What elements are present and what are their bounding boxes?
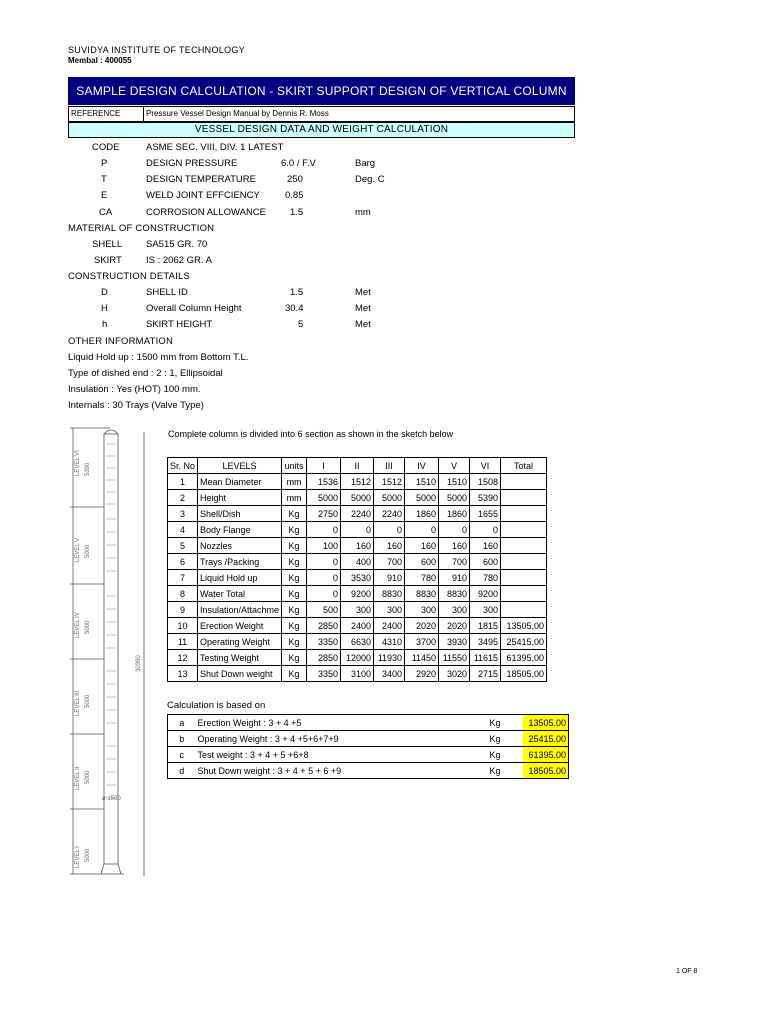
table-cell: 1510 (439, 474, 470, 490)
table-cell: 0 (405, 522, 439, 538)
table-cell: 160 (405, 538, 439, 554)
table-cell: 12 (168, 650, 198, 666)
table-cell: Trays /Packing (198, 554, 282, 570)
institute-name: SUVIDYA INSTITUTE OF TECHNOLOGY (68, 45, 245, 55)
construction-unit: Met (355, 303, 371, 314)
table-cell: Kg (282, 522, 307, 538)
table-cell: 11930 (374, 650, 405, 666)
table-cell: 1655 (470, 506, 501, 522)
other-heading: OTHER INFORMATION (68, 336, 174, 347)
table-cell: 5000 (405, 490, 439, 506)
calc-value: 13505.00 (523, 715, 569, 731)
table-cell: Testing Weight (198, 650, 282, 666)
table-cell (501, 506, 547, 522)
reference-label: REFERENCE (71, 109, 121, 118)
table-cell: 4 (168, 522, 198, 538)
table-cell: 700 (439, 554, 470, 570)
table-cell: Height (198, 490, 282, 506)
table-cell: 6 (168, 554, 198, 570)
calc-formula: Shut Down weight : 3 + 4 + 5 + 6 +9 (196, 763, 488, 779)
column-sketch (70, 424, 162, 880)
table-cell (501, 586, 547, 602)
table-cell: 160 (470, 538, 501, 554)
table-cell: 0 (307, 554, 341, 570)
table-cell: 5000 (307, 490, 341, 506)
table-cell: 2850 (307, 618, 341, 634)
design-name: DESIGN TEMPERATURE (146, 174, 256, 185)
sketch-level-dim: 5000 (85, 694, 91, 708)
table-cell: 2920 (405, 666, 439, 682)
table-row (168, 586, 547, 602)
table-cell: Kg (282, 538, 307, 554)
table-cell: 600 (405, 554, 439, 570)
table-cell (501, 602, 547, 618)
table-cell: 8830 (374, 586, 405, 602)
calc-formula: Test weight : 3 + 4 + 5 +6+8 (196, 747, 488, 763)
table-cell: 2020 (439, 618, 470, 634)
table-cell: 2020 (405, 618, 439, 634)
table-cell (501, 522, 547, 538)
table-row (168, 634, 547, 650)
table-cell: 0 (307, 570, 341, 586)
table-cell: mm (282, 490, 307, 506)
table-cell: 8 (168, 586, 198, 602)
table-cell: 2715 (470, 666, 501, 682)
levels-header-cell: V (439, 458, 470, 474)
table-cell: Shut Down weight (198, 666, 282, 682)
other-info-line: Insulation : Yes (HOT) 100 mm. (68, 384, 201, 395)
design-name: WELD JOINT EFFCIENCY (146, 190, 260, 201)
construction-sym: D (101, 287, 108, 298)
calc-id: a (168, 715, 196, 731)
table-cell: Kg (282, 570, 307, 586)
table-cell: 1860 (405, 506, 439, 522)
calc-id: c (168, 747, 196, 763)
table-cell: 1512 (374, 474, 405, 490)
table-cell (501, 554, 547, 570)
design-sym: CODE (92, 142, 120, 153)
table-cell: 5000 (439, 490, 470, 506)
table-cell: 1860 (439, 506, 470, 522)
table-cell (501, 538, 547, 554)
other-info-line: Internals : 30 Trays (Valve Type) (68, 400, 204, 411)
table-cell: 7 (168, 570, 198, 586)
table-cell: 9 (168, 602, 198, 618)
material-heading: MATERIAL OF CONSTRUCTION (68, 223, 215, 234)
reference-row (68, 106, 575, 122)
table-cell: 300 (374, 602, 405, 618)
table-cell: Kg (282, 666, 307, 682)
section-title: VESSEL DESIGN DATA AND WEIGHT CALCULATION (68, 122, 575, 138)
material-sym: SHELL (92, 239, 123, 250)
sketch-tray-marks (106, 444, 116, 798)
table-row (168, 538, 547, 554)
table-cell: 3020 (439, 666, 470, 682)
design-name: CORROSION ALLOWANCE (146, 207, 267, 218)
table-cell: 11550 (439, 650, 470, 666)
table-cell: 13505.00 (501, 618, 547, 634)
table-cell: 0 (307, 522, 341, 538)
table-cell: 3350 (307, 634, 341, 650)
design-unit: Barg (355, 158, 376, 169)
table-cell: 400 (341, 554, 374, 570)
table-cell: 0 (439, 522, 470, 538)
table-cell: 3930 (439, 634, 470, 650)
table-cell (501, 474, 547, 490)
sketch-level-label: LEVEL IV (75, 612, 81, 638)
table-cell: 10 (168, 618, 198, 634)
document-title: SAMPLE DESIGN CALCULATION - SKIRT SUPPORT DESIGN OF VERTICAL COLUMN (68, 77, 575, 105)
table-cell: Kg (282, 602, 307, 618)
table-row (168, 490, 547, 506)
table-row (168, 554, 547, 570)
table-cell: Erection Weight (198, 618, 282, 634)
sketch-top-head (104, 430, 118, 434)
table-row (168, 522, 547, 538)
sketch-level-dim: 5000 (85, 620, 91, 634)
other-info-line: Liquid Hold up : 1500 mm from Bottom T.L. (68, 352, 249, 363)
table-cell: 2400 (341, 618, 374, 634)
table-cell: 18505.00 (501, 666, 547, 682)
table-cell: 910 (439, 570, 470, 586)
construction-value: 5 (298, 319, 304, 330)
sketch-diameter: ø 1500 (102, 796, 121, 802)
table-cell: Kg (282, 586, 307, 602)
construction-unit: Met (355, 319, 371, 330)
table-cell: Liquid Hold up (198, 570, 282, 586)
table-cell: 3700 (405, 634, 439, 650)
table-cell: 11615 (470, 650, 501, 666)
table-cell: 300 (439, 602, 470, 618)
table-cell: 300 (470, 602, 501, 618)
calculation-table (167, 714, 569, 779)
other-info-line: Type of dished end : 2 : 1, Ellipsoidal (68, 368, 223, 379)
calc-row (168, 747, 569, 763)
reference-value: Pressure Vessel Design Manual by Dennis R. Moss (146, 109, 329, 118)
table-cell: 3350 (307, 666, 341, 682)
sketch-level-label: LEVEL I (75, 846, 81, 868)
sketch-overall-height: 30390 (136, 655, 142, 672)
table-cell: 600 (470, 554, 501, 570)
table-cell: 3100 (341, 666, 374, 682)
design-value: 0.85 (285, 190, 304, 201)
design-name: ASME SEC. VIII, DIV. 1 LATEST (146, 142, 284, 153)
levels-table (167, 457, 547, 682)
table-cell: 5000 (374, 490, 405, 506)
table-cell: 5000 (341, 490, 374, 506)
construction-sym: h (102, 319, 108, 330)
design-sym: CA (99, 207, 113, 218)
table-cell: 700 (374, 554, 405, 570)
table-cell: Body Flange (198, 522, 282, 538)
table-cell: Kg (282, 634, 307, 650)
reference-divider (143, 107, 144, 121)
table-cell: 500 (307, 602, 341, 618)
levels-header-cell: III (374, 458, 405, 474)
table-row (168, 570, 547, 586)
construction-name: SKIRT HEIGHT (146, 319, 213, 330)
table-cell: 3400 (374, 666, 405, 682)
design-sym: T (101, 174, 107, 185)
table-cell: Kg (282, 554, 307, 570)
table-cell: 9200 (470, 586, 501, 602)
table-cell: 9200 (341, 586, 374, 602)
table-cell: 3530 (341, 570, 374, 586)
sketch-level-label: LEVEL VI (75, 450, 81, 476)
table-cell: 2750 (307, 506, 341, 522)
calc-unit: Kg (488, 763, 523, 779)
table-cell: 12000 (341, 650, 374, 666)
construction-sym: H (101, 303, 108, 314)
table-cell: 5 (168, 538, 198, 554)
table-row (168, 618, 547, 634)
table-cell: 0 (470, 522, 501, 538)
levels-header-cell: Sr. No (168, 458, 198, 474)
design-sym: P (101, 158, 108, 169)
table-cell: 0 (374, 522, 405, 538)
table-cell: 3495 (470, 634, 501, 650)
calc-value: 25415.00 (523, 731, 569, 747)
levels-header-cell: Total (501, 458, 547, 474)
design-name: DESIGN PRESSURE (146, 158, 238, 169)
calc-row (168, 715, 569, 731)
sketch-level-dim: 5390 (85, 462, 91, 476)
table-cell: 0 (307, 586, 341, 602)
table-cell: Nozzles (198, 538, 282, 554)
sketch-level-label: LEVEL III (75, 690, 81, 716)
calc-row (168, 763, 569, 779)
construction-name: SHELL ID (146, 287, 188, 298)
table-cell: 2850 (307, 650, 341, 666)
sketch-level-dim: 5000 (85, 544, 91, 558)
table-cell: Insulation/Attachme (198, 602, 282, 618)
sketch-level-label: LEVEL II (75, 766, 81, 790)
design-sym: E (101, 190, 108, 201)
table-cell: 2240 (341, 506, 374, 522)
calc-id: b (168, 731, 196, 747)
table-cell: 2240 (374, 506, 405, 522)
table-cell: Shell/Dish (198, 506, 282, 522)
design-unit: mm (355, 207, 371, 218)
table-cell: 780 (470, 570, 501, 586)
table-cell: 4310 (374, 634, 405, 650)
table-cell: 1 (168, 474, 198, 490)
construction-name: Overall Column Height (146, 303, 242, 314)
levels-header-cell: II (341, 458, 374, 474)
table-cell: 780 (405, 570, 439, 586)
sketch-note: Complete column is divided into 6 section as shown in the sketch below (168, 429, 454, 439)
calc-value: 18505.00 (523, 763, 569, 779)
levels-header-cell: VI (470, 458, 501, 474)
table-cell: 8830 (439, 586, 470, 602)
calc-id: d (168, 763, 196, 779)
table-row (168, 506, 547, 522)
design-value: 6.0 / F.V (281, 158, 316, 169)
member-id: Membal : 400055 (68, 56, 132, 65)
table-cell: Kg (282, 618, 307, 634)
table-row (168, 474, 547, 490)
table-cell: 160 (439, 538, 470, 554)
table-cell: 100 (307, 538, 341, 554)
material-sym: SKIRT (94, 255, 122, 266)
table-cell: 11450 (405, 650, 439, 666)
table-cell: 0 (341, 522, 374, 538)
design-value: 1.5 (290, 207, 304, 218)
table-cell: 2400 (374, 618, 405, 634)
table-cell: 2 (168, 490, 198, 506)
table-cell: 910 (374, 570, 405, 586)
construction-value: 1.5 (290, 287, 304, 298)
levels-header-cell: units (282, 458, 307, 474)
table-cell: mm (282, 474, 307, 490)
table-row (168, 602, 547, 618)
table-cell: Operating Weight (198, 634, 282, 650)
construction-heading: CONSTRUCTION DETAILS (68, 271, 191, 282)
calc-unit: Kg (488, 715, 523, 731)
table-cell: Kg (282, 650, 307, 666)
levels-header-cell: I (307, 458, 341, 474)
calc-value: 61395.00 (523, 747, 569, 763)
table-cell: 1508 (470, 474, 501, 490)
levels-header-row (168, 458, 547, 474)
sketch-level-dim: 5000 (85, 848, 91, 862)
table-row (168, 650, 547, 666)
material-name: SA515 GR. 70 (146, 239, 208, 250)
table-cell: 6630 (341, 634, 374, 650)
table-cell: Kg (282, 506, 307, 522)
calc-unit: Kg (488, 731, 523, 747)
calc-formula: Operating Weight : 3 + 4 +5+6+7+9 (196, 731, 488, 747)
construction-unit: Met (355, 287, 371, 298)
table-cell: 1536 (307, 474, 341, 490)
design-value: 250 (287, 174, 303, 185)
table-cell (501, 570, 547, 586)
sketch-level-dim: 5000 (85, 770, 91, 784)
table-cell: 61395.00 (501, 650, 547, 666)
calc-heading: Calculation is based on (167, 700, 266, 711)
design-unit: Deg. C (355, 174, 385, 185)
table-cell: 5390 (470, 490, 501, 506)
calc-row (168, 731, 569, 747)
page-number: 1 OF 8 (676, 968, 698, 975)
table-cell: 11 (168, 634, 198, 650)
material-name: IS : 2062 GR. A (146, 255, 213, 266)
levels-header-cell: LEVELS (198, 458, 282, 474)
table-cell: 13 (168, 666, 198, 682)
table-cell: Mean Diameter (198, 474, 282, 490)
table-cell: 3 (168, 506, 198, 522)
table-cell: 1510 (405, 474, 439, 490)
table-cell: 160 (374, 538, 405, 554)
table-cell: 25415.00 (501, 634, 547, 650)
table-cell: 300 (341, 602, 374, 618)
sketch-level-label: LEVEL V (75, 537, 81, 562)
table-row (168, 666, 547, 682)
table-cell: Water Total (198, 586, 282, 602)
table-cell: 8830 (405, 586, 439, 602)
construction-value: 30.4 (285, 303, 304, 314)
table-cell: 300 (405, 602, 439, 618)
levels-header-cell: IV (405, 458, 439, 474)
table-cell: 1815 (470, 618, 501, 634)
table-cell: 160 (341, 538, 374, 554)
calc-formula: Erection Weight : 3 + 4 +5 (196, 715, 488, 731)
table-cell: 1512 (341, 474, 374, 490)
table-cell (501, 490, 547, 506)
calc-unit: Kg (488, 747, 523, 763)
